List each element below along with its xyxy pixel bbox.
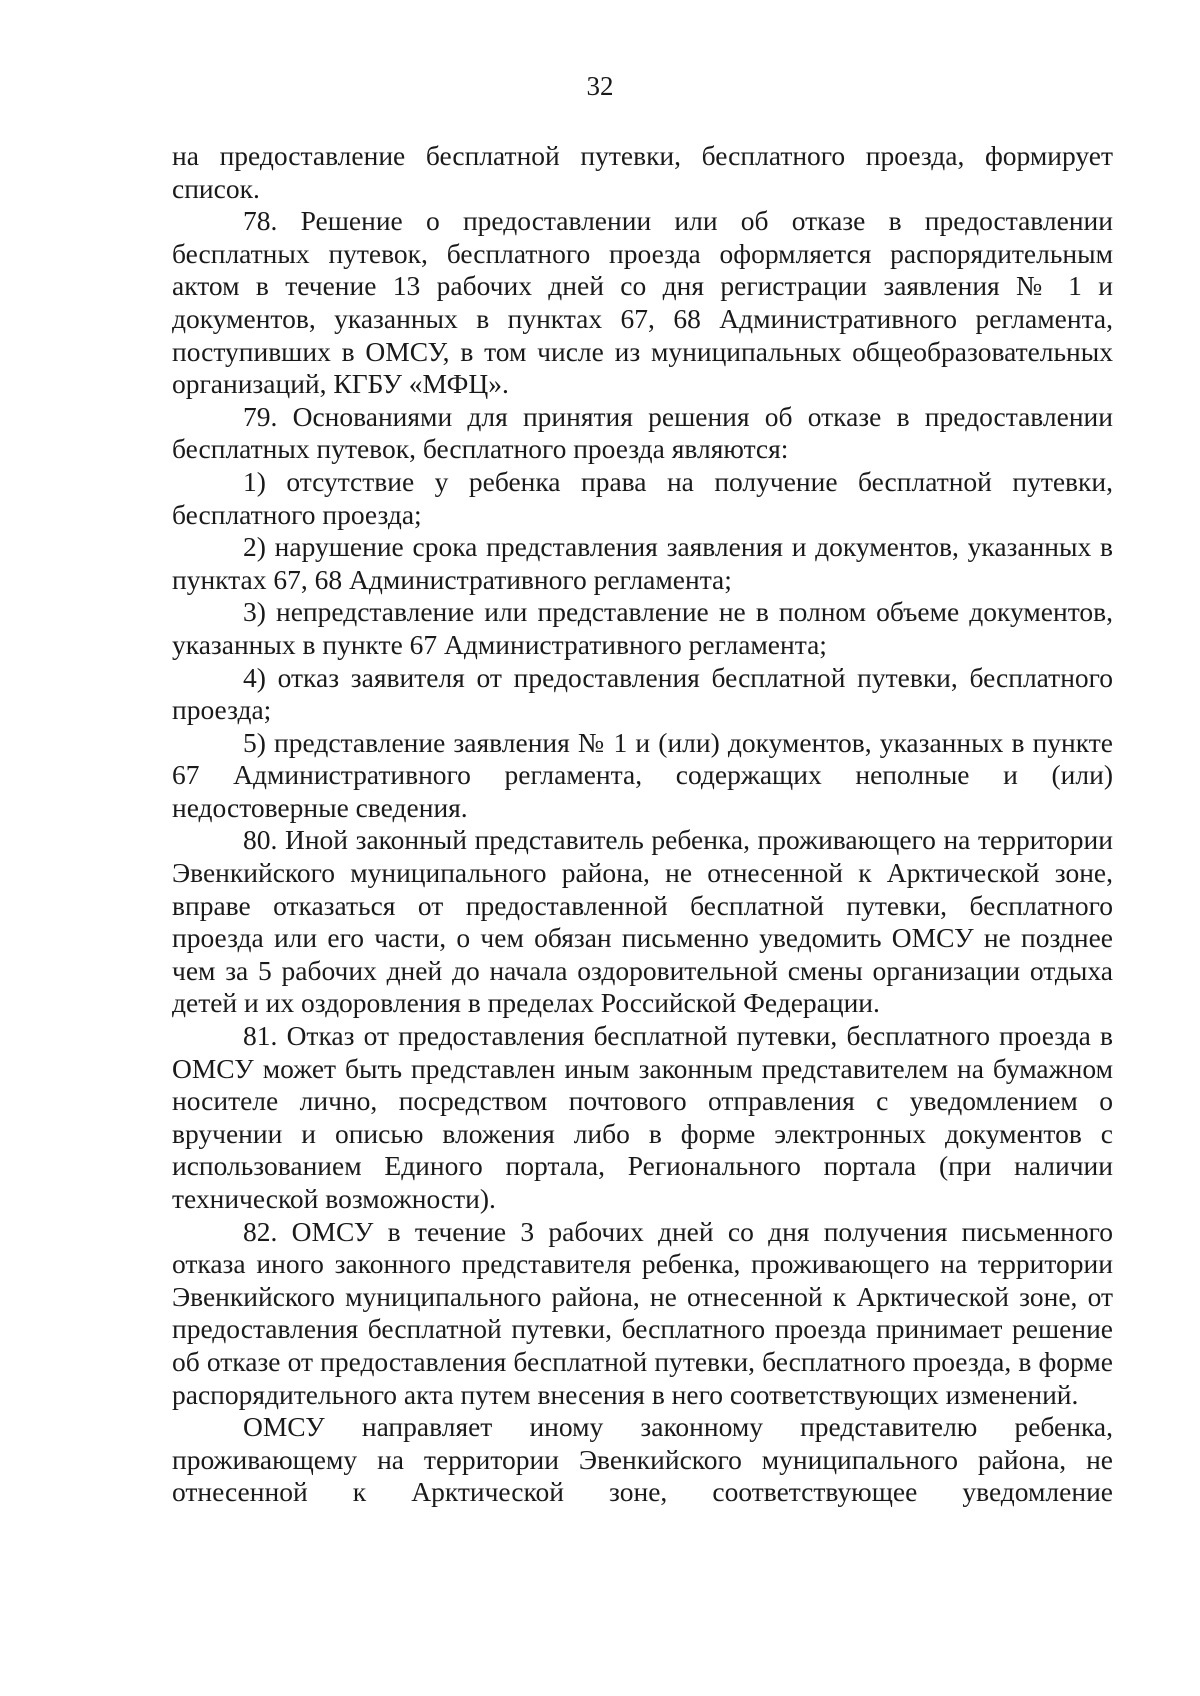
paragraph-82: 82. ОМСУ в течение 3 рабочих дней со дня получения письменного отказа иного законного представителя ребенка, проживающего на территории Эвенкийского муниципального района, не отнесенной к Арктической зоне, от предоставления бесплатной путевки, бесплатного проезда принимает решение об отказе от предоставления бесплатной путевки, бесплатного проезда, в форме распорядительного акта путем внесения в него соответствующих изменений.	[172, 1215, 1113, 1410]
paragraph-79: 79. Основаниями для принятия решения об отказе в предоставлении бесплатных путевок, бесплатного проезда являются:	[172, 400, 1113, 465]
paragraph-78: 78. Решение о предоставлении или об отказе в предоставлении бесплатных путевок, бесплатного проезда оформляется распорядительным актом в течение 13 рабочих дней со дня регистрации заявления № 1 и документов, указанных в пунктах 67, 68 Административного регламента, поступивших в ОМСУ, в том числе из муниципальных общеобразовательных организаций, КГБУ «МФЦ».	[172, 205, 1113, 400]
paragraph-81: 81. Отказ от предоставления бесплатной путевки, бесплатного проезда в ОМСУ может быть представлен иным законным представителем на бумажном носителе лично, посредством почтового отправления с уведомлением о вручении и описью вложения либо в форме электронных документов с использованием Единого портала, Регионального портала (при наличии технической возможности).	[172, 1020, 1113, 1214]
document-body	[172, 140, 1113, 1509]
paragraph-intro-continuation: на предоставление бесплатной путевки, бесплатного проезда, формирует список.	[172, 140, 1113, 204]
list-item-2: 2) нарушение срока представления заявления и документов, указанных в пунктах 67, 68 Административного регламента;	[172, 531, 1113, 595]
list-item-3: 3) непредставление или представление не в полном объеме документов, указанных в пункте 67 Административного регламента;	[172, 596, 1113, 660]
list-item-5: 5) представление заявления № 1 и (или) документов, указанных в пункте 67 Административного регламента, содержащих неполные и (или) недостоверные сведения.	[172, 726, 1113, 823]
paragraph-omsu-notification: ОМСУ направляет иному законному представителю ребенка, проживающему на территории Эвенкийского муниципального района, не отнесенной к Арктической зоне, соответствующее уведомление	[172, 1411, 1113, 1508]
list-item-4: 4) отказ заявителя от предоставления бесплатной путевки, бесплатного проезда;	[172, 661, 1113, 726]
page-number: 32	[586, 71, 614, 101]
paragraph-80: 80. Иной законный представитель ребенка, проживающего на территории Эвенкийского муниципального района, не отнесенной к Арктической зоне, вправе отказаться от предоставленной бесплатной путевки, бесплатного проезда или его части, о чем обязан письменно уведомить ОМСУ не позднее чем за 5 рабочих дней до начала оздоровительной смены организации отдыха детей и их оздоровления в пределах Российской Федерации.	[172, 824, 1113, 1019]
list-item-1: 1) отсутствие у ребенка права на получение бесплатной путевки, бесплатного проезда;	[172, 465, 1113, 530]
